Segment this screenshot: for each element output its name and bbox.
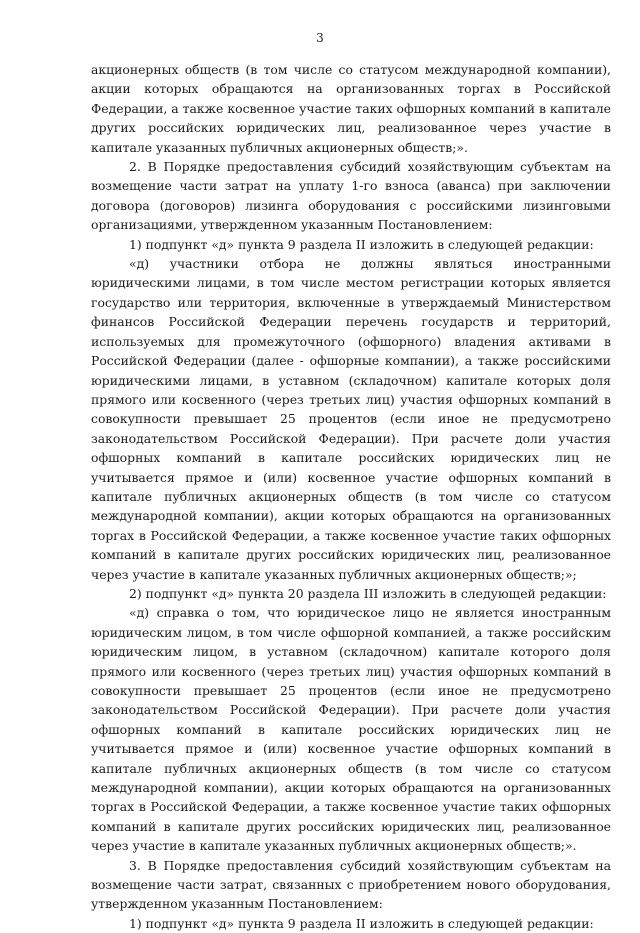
page-number: 3: [316, 31, 324, 45]
paragraph-item-3: 3. В Порядке предоставления субсидий хозяйствующим субъектам на возмещение части затрат, связанных с приобретением нового оборудования, утвержденном указанным Постановлением:: [91, 857, 611, 912]
paragraph-subitem-2-2: 2) подпункт «д» пункта 20 раздела III изложить в следующей редакции:: [129, 585, 607, 601]
paragraph-subitem-3-1: 1) подпункт «д» пункта 9 раздела II изложить в следующей редакции:: [129, 915, 594, 931]
paragraph-item-2: 2. В Порядке предоставления субсидий хозяйствующим субъектам на возмещение части затрат на уплату 1-го взноса (аванса) при заключении договора (договоров) лизинга оборудования с российскими лизинговыми организациями, утвержденном указанным Постановлением:: [91, 159, 611, 233]
document-body: [91, 60, 611, 933]
paragraph-continuation: акционерных обществ (в том числе со статусом международной компании), акции которых обращаются на организованных торгах в Российской Федерации, а также косвенное участие таких офшорных компаний в капитале других российских юридических лиц, реализованное через участие в капитале указанных публичных акционерных обществ;».: [91, 62, 611, 155]
paragraph-quote-2-1: «д) участники отбора не должны являться иностранными юридическими лицами, в том числе местом регистрации которых является государство или территория, включенные в утверждаемый Министерством финансов Российской Федерации перечень государств и территорий, используемых для промежуточного (офшорного) владения активами в Российской Федерации (далее - офшорные компании), а также российскими юридическими лицами, в уставном (складочном) капитале которых доля прямого или косвенного (через третьих лиц) участия офшорных компаний в совокупности превышает 25 процентов (если иное не предусмотрено законодательством Российской Федерации). При расчете доли участия офшорных компаний в капитале российских юридических лиц не учитывается прямое и (или) косвенное участие офшорных компаний в капитале публичных акционерных обществ (в том числе со статусом международной компании), акции которых обращаются на организованных торгах в Российской Федерации, а также косвенное участие таких офшорных компаний в капитале других российских юридических лиц, реализованное через участие в капитале указанных публичных акционерных обществ;»;: [91, 256, 611, 582]
paragraph-subitem-2-1: 1) подпункт «д» пункта 9 раздела II изложить в следующей редакции:: [129, 236, 594, 252]
paragraph-quote-2-2: «д) справка о том, что юридическое лицо не является иностранным юридическим лицом, в том числе офшорной компанией, а также российским юридическим лицом, в уставном (складочном) капитале которого доля прямого или косвенного (через третьих лиц) участия офшорных компаний в совокупности превышает 25 процентов (если иное не предусмотрено законодательством Российской Федерации). При расчете доли участия офшорных компаний в капитале российских юридических лиц не учитывается прямое и (или) косвенное участие офшорных компаний в капитале публичных акционерных обществ (в том числе со статусом международной компании), акции которых обращаются на организованных торгах в Российской Федерации, а также косвенное участие таких офшорных компаний в капитале других российских юридических лиц, реализованное через участие в капитале указанных публичных акционерных обществ;».: [91, 605, 611, 854]
